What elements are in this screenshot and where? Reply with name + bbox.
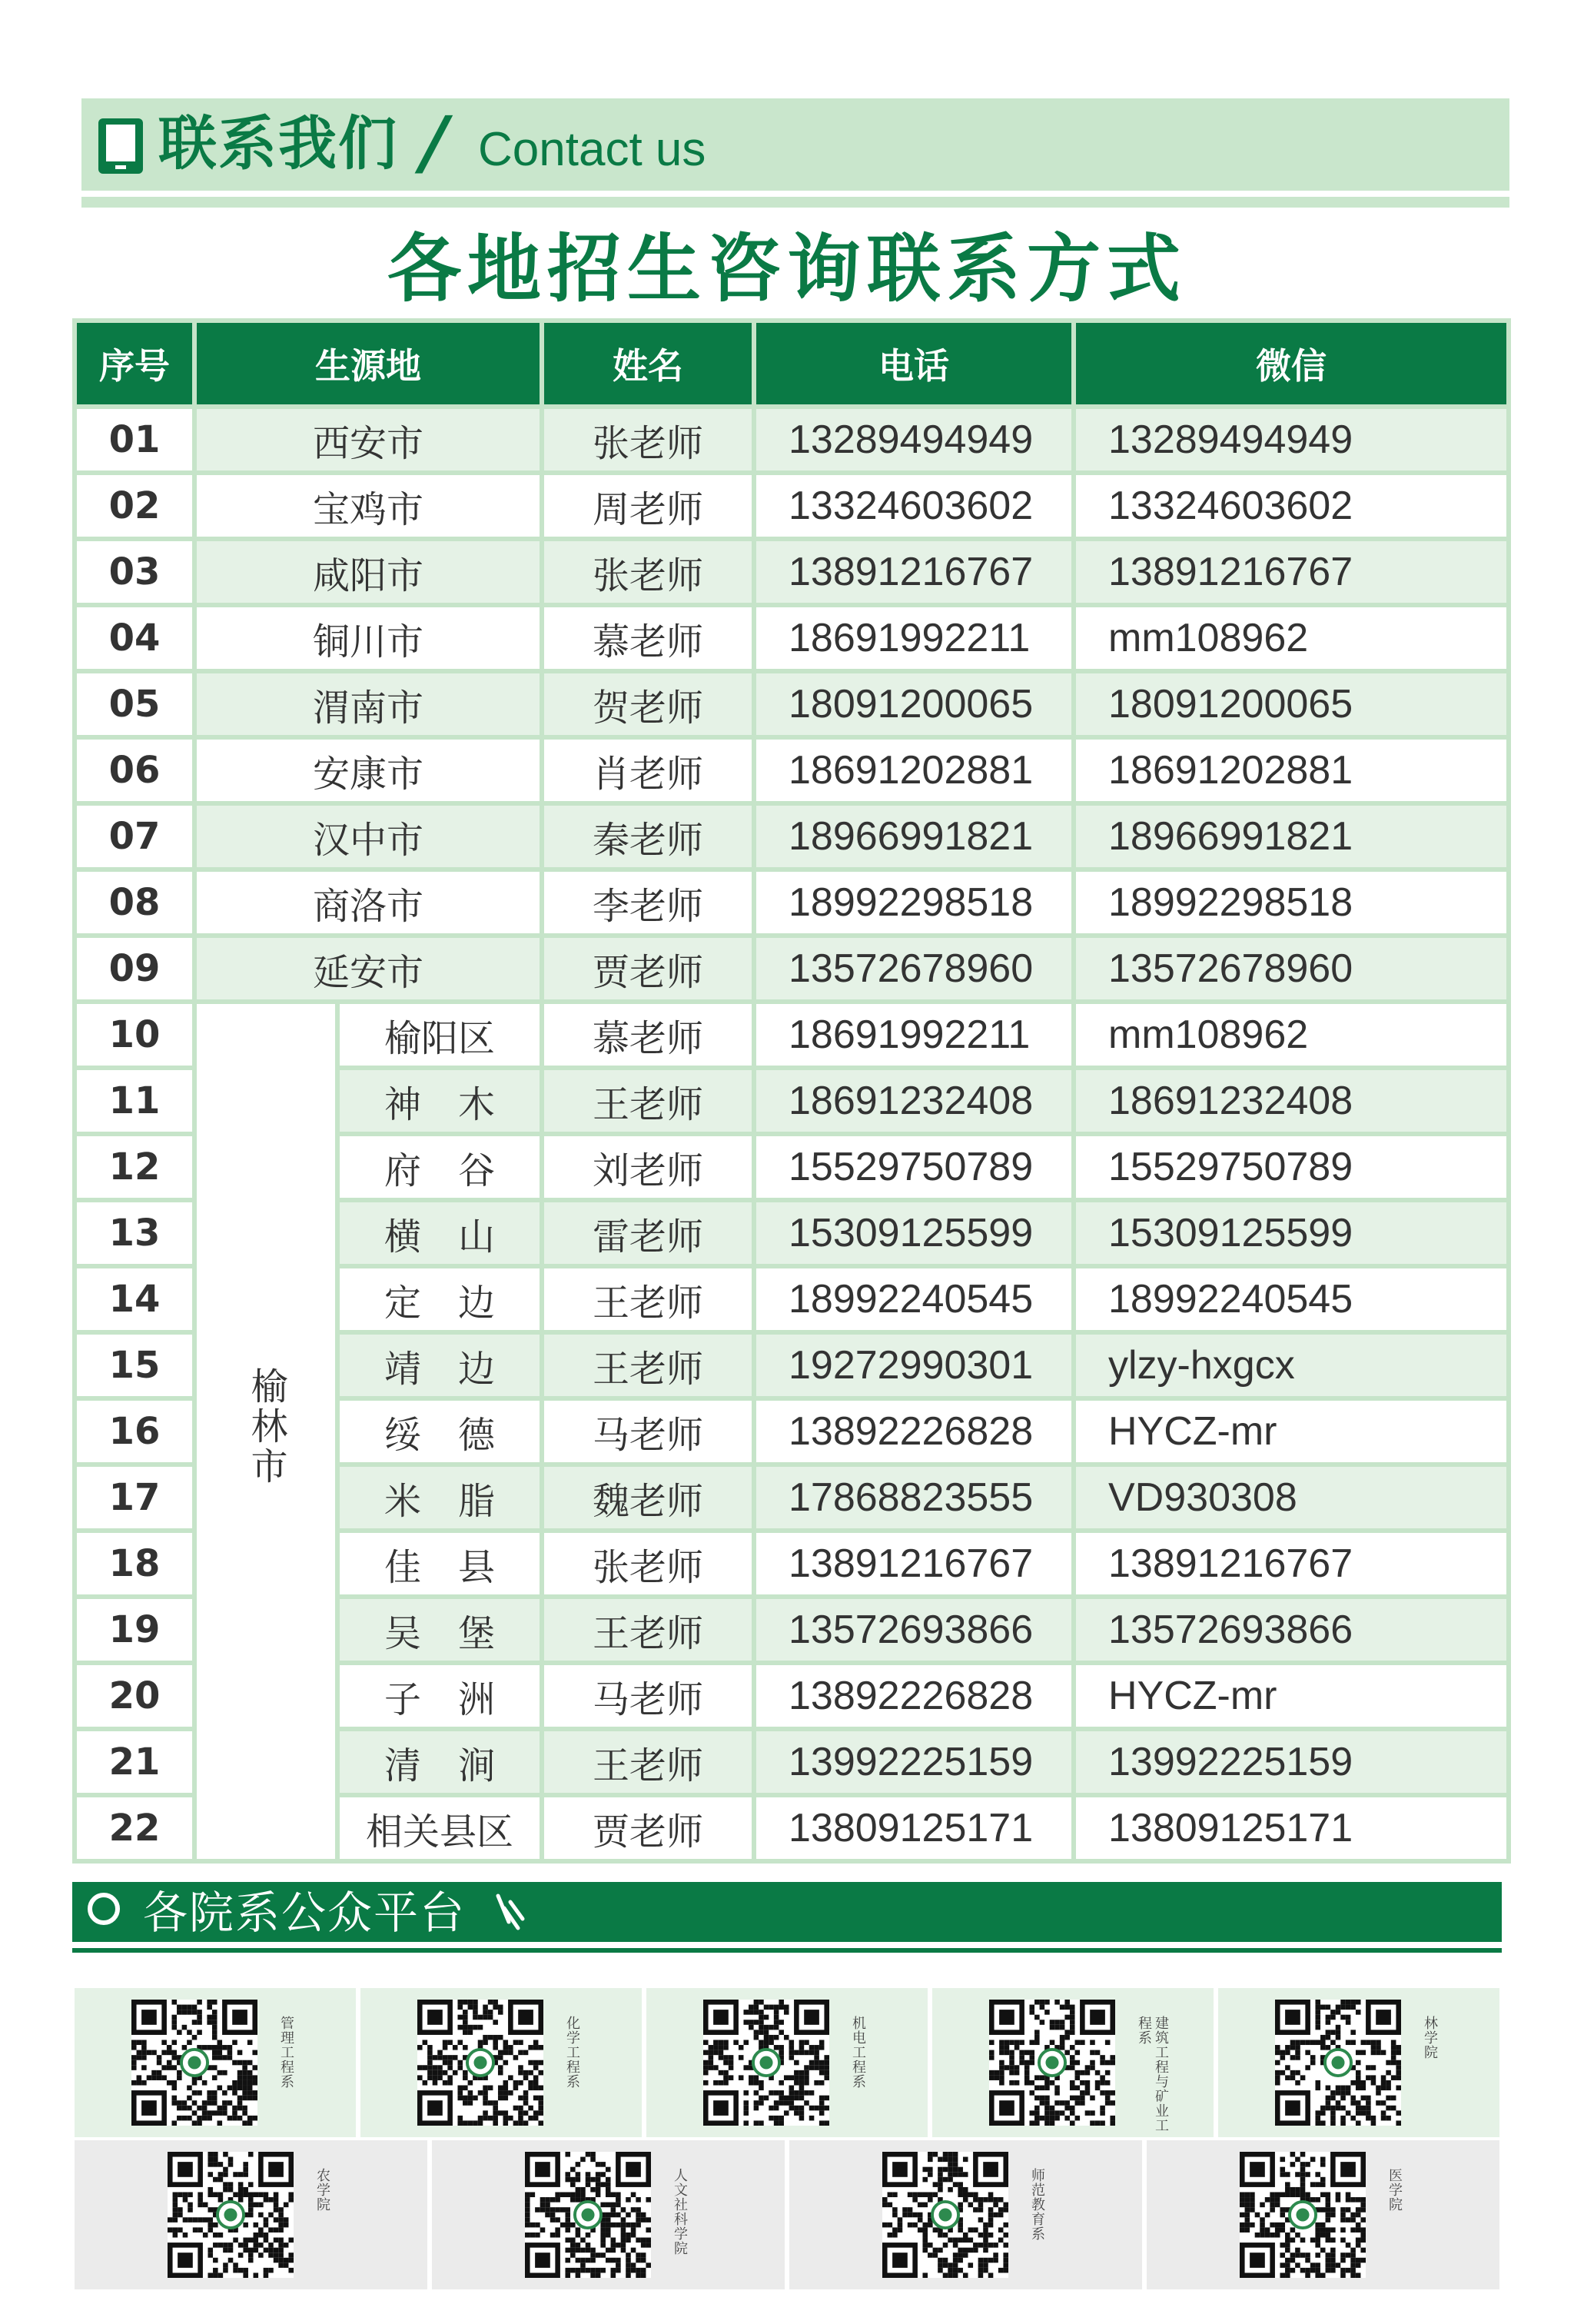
row-wechat: mm108962	[1076, 607, 1506, 669]
yulin-city-cell	[197, 1004, 335, 1859]
table-header-row	[77, 323, 1506, 404]
row-number: 07	[77, 806, 192, 867]
row-number: 11	[77, 1070, 192, 1132]
header-region: 生源地	[197, 323, 540, 404]
row-phone: 13892226828	[756, 1665, 1071, 1727]
page-title: 各地招生咨询联系方式	[387, 226, 1187, 312]
row-wechat: ylzy-hxgcx	[1076, 1335, 1506, 1396]
header-name: 姓名	[544, 323, 752, 404]
row-number: 22	[77, 1797, 192, 1859]
row-phone: 18966991821	[756, 806, 1071, 867]
row-contact-name: 王老师	[544, 1070, 752, 1132]
qr-department-label: 建筑工程与矿业工程系	[1136, 2016, 1169, 2133]
qr-code-icon	[703, 2000, 829, 2126]
row-district: 府 谷	[340, 1136, 540, 1198]
row-number: 20	[77, 1665, 192, 1727]
header-wechat: 微信	[1076, 323, 1506, 404]
row-number: 08	[77, 872, 192, 933]
qr-card	[646, 1988, 928, 2137]
qr-card	[360, 1988, 642, 2137]
qr-department-label: 师范教育系	[1029, 2168, 1045, 2241]
qr-code-icon	[525, 2152, 651, 2278]
header-slash: /	[412, 101, 457, 184]
row-district: 清 涧	[340, 1731, 540, 1793]
row-number: 19	[77, 1599, 192, 1661]
row-district: 定 边	[340, 1268, 540, 1330]
row-number: 14	[77, 1268, 192, 1330]
row-phone: 13289494949	[756, 409, 1071, 470]
table-row	[77, 806, 1506, 867]
row-wechat: HYCZ-mr	[1076, 1665, 1506, 1727]
row-city: 渭南市	[197, 673, 540, 735]
row-number: 04	[77, 607, 192, 669]
qr-card	[75, 2140, 427, 2289]
row-wechat: mm108962	[1076, 1004, 1506, 1066]
row-wechat: 18992298518	[1076, 872, 1506, 933]
row-wechat: 13891216767	[1076, 1533, 1506, 1594]
qr-department-label: 农学院	[314, 2168, 330, 2212]
row-number: 16	[77, 1401, 192, 1462]
row-phone: 18691202881	[756, 740, 1071, 801]
circle-icon	[88, 1893, 120, 1925]
row-phone: 18091200065	[756, 673, 1071, 735]
row-city: 汉中市	[197, 806, 540, 867]
yulin-city-label: 榆林市	[244, 1367, 287, 1487]
qr-card	[1218, 1988, 1499, 2137]
row-phone: 18691232408	[756, 1070, 1071, 1132]
row-number: 15	[77, 1335, 192, 1396]
qr-code-icon	[131, 2000, 257, 2126]
row-number: 05	[77, 673, 192, 735]
public-platform-underline	[72, 1948, 1502, 1953]
row-contact-name: 雷老师	[544, 1202, 752, 1264]
row-city: 咸阳市	[197, 541, 540, 603]
row-wechat: 13572693866	[1076, 1599, 1506, 1661]
row-city: 西安市	[197, 409, 540, 470]
row-phone: 18992298518	[756, 872, 1071, 933]
row-phone: 13992225159	[756, 1731, 1071, 1793]
row-wechat: VD930308	[1076, 1467, 1506, 1528]
row-contact-name: 王老师	[544, 1268, 752, 1330]
header-title-en: Contact us	[478, 123, 706, 176]
row-number: 06	[77, 740, 192, 801]
contact-table	[72, 318, 1511, 1864]
row-contact-name: 张老师	[544, 409, 752, 470]
row-phone: 15529750789	[756, 1136, 1071, 1198]
public-platform-title: 各院系公众平台	[143, 1887, 467, 1939]
row-phone: 13324603602	[756, 475, 1071, 537]
row-phone: 13572693866	[756, 1599, 1071, 1661]
qr-card	[789, 2140, 1142, 2289]
row-contact-name: 贺老师	[544, 673, 752, 735]
row-number: 13	[77, 1202, 192, 1264]
row-city: 安康市	[197, 740, 540, 801]
row-district: 靖 边	[340, 1335, 540, 1396]
row-contact-name: 贾老师	[544, 1797, 752, 1859]
cursor-hand-icon	[492, 1891, 526, 1934]
row-wechat: 18091200065	[1076, 673, 1506, 735]
qr-department-label: 林学院	[1422, 2016, 1438, 2060]
qr-department-label: 管理工程系	[278, 2016, 294, 2089]
row-district: 绥 德	[340, 1401, 540, 1462]
row-phone: 19272990301	[756, 1335, 1071, 1396]
row-wechat: 15309125599	[1076, 1202, 1506, 1264]
row-number: 18	[77, 1533, 192, 1594]
qr-department-label: 医学院	[1386, 2168, 1403, 2212]
row-number: 02	[77, 475, 192, 537]
row-wechat: 13572678960	[1076, 938, 1506, 999]
qr-card	[432, 2140, 785, 2289]
row-number: 12	[77, 1136, 192, 1198]
row-wechat: 13891216767	[1076, 541, 1506, 603]
row-wechat: HYCZ-mr	[1076, 1401, 1506, 1462]
row-number: 21	[77, 1731, 192, 1793]
row-city: 铜川市	[197, 607, 540, 669]
qr-card	[1147, 2140, 1499, 2289]
header-title-cn: 联系我们	[158, 109, 398, 178]
qr-code-icon	[1240, 2152, 1366, 2278]
row-city: 延安市	[197, 938, 540, 999]
row-contact-name: 王老师	[544, 1599, 752, 1661]
row-contact-name: 马老师	[544, 1401, 752, 1462]
row-district: 佳 县	[340, 1533, 540, 1594]
table-row	[77, 541, 1506, 603]
table-row	[77, 673, 1506, 735]
row-wechat: 15529750789	[1076, 1136, 1506, 1198]
row-number: 09	[77, 938, 192, 999]
row-district: 吴 堡	[340, 1599, 540, 1661]
qr-code-icon	[989, 2000, 1115, 2126]
row-phone: 18691992211	[756, 1004, 1071, 1066]
row-contact-name: 慕老师	[544, 1004, 752, 1066]
table-row	[77, 475, 1506, 537]
qr-card	[932, 1988, 1214, 2137]
row-phone: 13892226828	[756, 1401, 1071, 1462]
row-phone: 17868823555	[756, 1467, 1071, 1528]
row-wechat: 18992240545	[1076, 1268, 1506, 1330]
row-wechat: 13992225159	[1076, 1731, 1506, 1793]
row-phone: 13572678960	[756, 938, 1071, 999]
row-phone: 18691992211	[756, 607, 1071, 669]
header-no: 序号	[77, 323, 192, 404]
row-contact-name: 张老师	[544, 541, 752, 603]
row-contact-name: 魏老师	[544, 1467, 752, 1528]
row-contact-name: 周老师	[544, 475, 752, 537]
table-row	[77, 607, 1506, 669]
table-row	[77, 938, 1506, 999]
header-phone: 电话	[756, 323, 1071, 404]
row-phone: 15309125599	[756, 1202, 1071, 1264]
row-district: 子 洲	[340, 1665, 540, 1727]
row-contact-name: 王老师	[544, 1335, 752, 1396]
row-wechat: 18691202881	[1076, 740, 1506, 801]
row-phone: 13809125171	[756, 1797, 1071, 1859]
row-number: 01	[77, 409, 192, 470]
row-contact-name: 秦老师	[544, 806, 752, 867]
row-district: 相关县区	[340, 1797, 540, 1859]
table-row	[77, 1004, 1506, 1066]
qr-department-label: 机电工程系	[850, 2016, 866, 2089]
qr-code-icon	[168, 2152, 294, 2278]
row-city: 宝鸡市	[197, 475, 540, 537]
row-wechat: 13289494949	[1076, 409, 1506, 470]
row-contact-name: 李老师	[544, 872, 752, 933]
row-contact-name: 慕老师	[544, 607, 752, 669]
row-number: 10	[77, 1004, 192, 1066]
row-district: 神 木	[340, 1070, 540, 1132]
row-number: 03	[77, 541, 192, 603]
row-number: 17	[77, 1467, 192, 1528]
table-row	[77, 740, 1506, 801]
qr-department-label: 人文社科学院	[672, 2168, 688, 2256]
row-contact-name: 王老师	[544, 1731, 752, 1793]
row-wechat: 13809125171	[1076, 1797, 1506, 1859]
row-district: 横 山	[340, 1202, 540, 1264]
header-underline	[81, 197, 1509, 208]
row-phone: 13891216767	[756, 541, 1071, 603]
row-phone: 13891216767	[756, 1533, 1071, 1594]
table-row	[77, 409, 1506, 470]
qr-department-label: 化学工程系	[564, 2016, 580, 2089]
row-district: 榆阳区	[340, 1004, 540, 1066]
row-district: 米 脂	[340, 1467, 540, 1528]
qr-card	[75, 1988, 356, 2137]
row-wechat: 18691232408	[1076, 1070, 1506, 1132]
row-contact-name: 刘老师	[544, 1136, 752, 1198]
qr-code-icon	[1275, 2000, 1401, 2126]
row-wechat: 18966991821	[1076, 806, 1506, 867]
qr-code-icon	[882, 2152, 1008, 2278]
row-contact-name: 马老师	[544, 1665, 752, 1727]
row-contact-name: 张老师	[544, 1533, 752, 1594]
qr-code-icon	[417, 2000, 543, 2126]
row-contact-name: 肖老师	[544, 740, 752, 801]
row-contact-name: 贾老师	[544, 938, 752, 999]
row-city: 商洛市	[197, 872, 540, 933]
phone-icon	[94, 117, 148, 175]
row-phone: 18992240545	[756, 1268, 1071, 1330]
row-wechat: 13324603602	[1076, 475, 1506, 537]
table-row	[77, 872, 1506, 933]
